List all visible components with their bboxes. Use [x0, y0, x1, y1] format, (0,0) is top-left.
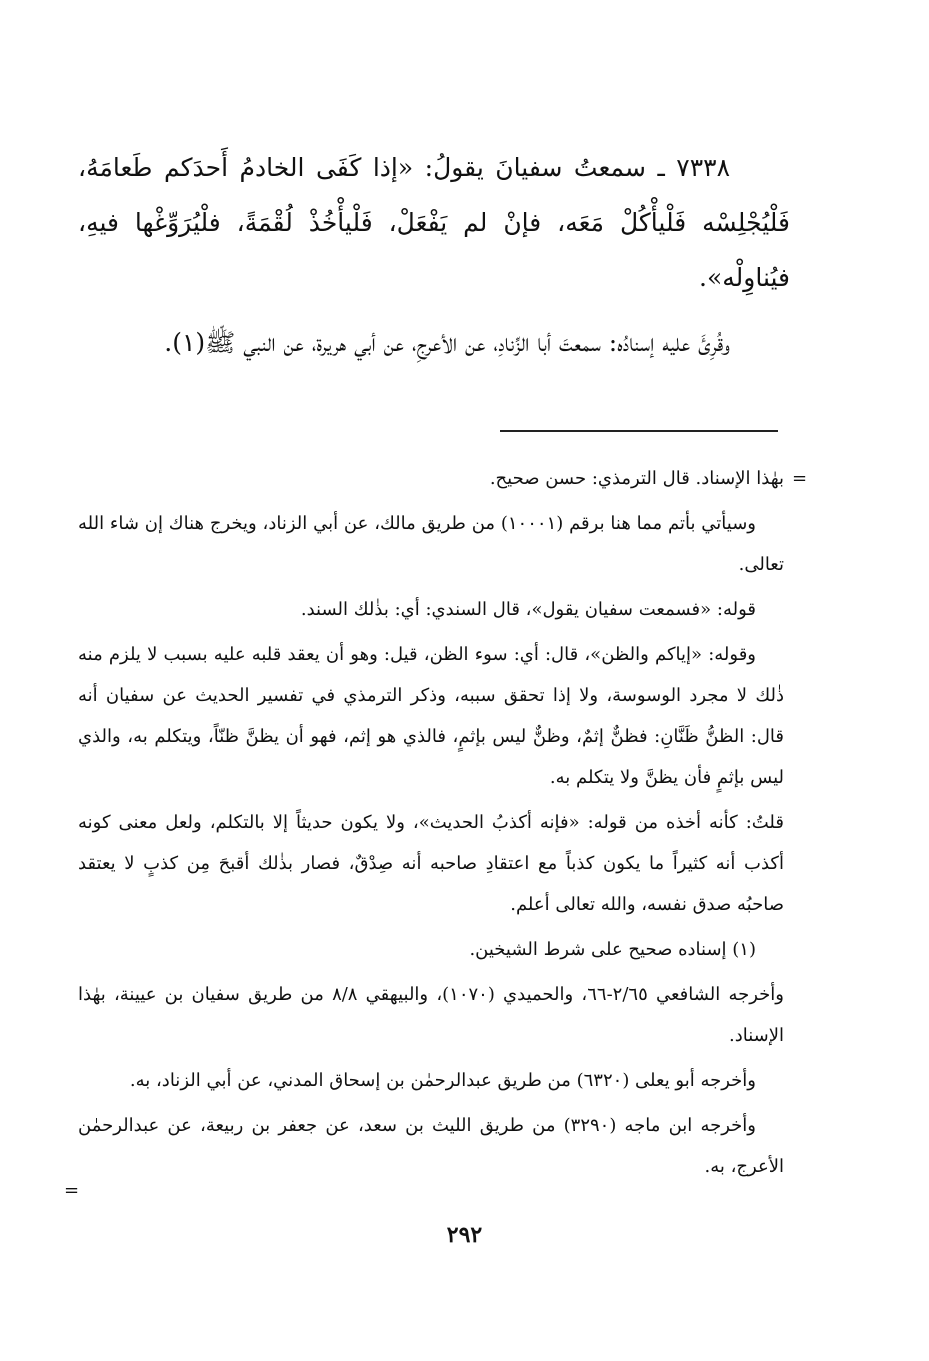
- footnote-paragraph: قوله: «فسمعت سفيان يقول»، قال السندي: أي: بذٰلك السند.: [300, 599, 756, 620]
- hadith-paragraph: ٧٣٣٨ ـ سمعتُ سفيانَ يقولُ: «إذا كَفَى الخادمُ أَحدَكم طَعامَهُ، فَلْيُجْلِسْه فَلْيأْكُلْ مَعَه، فإنْ لم يَفْعَلْ، فَلْيأْخُذْ لُقْمَةً، فلْيُرَوِّغْها فيهِ، فيُناوِلْه».: [78, 153, 790, 292]
- main-text: [78, 140, 790, 370]
- footnote-paragraph: وقوله: «إياكم والظن»، قال: أي: سوء الظن، قيل: وهو أن يعقد قلبه عليه بسبب لا يلزم منه ذٰلك لا مجرد الوسوسة، ولا إذا تحقق سببه، وذكر الترمذي في تفسير الحديث عن سفيان أنه قال: الظنُّ ظَنَّانِ: فظنٌّ إثمٌ، وظنٌّ ليس بإثمٍ، فالذي هو إثم، فهو أن يظنَّ ظنّاً، ويتكلم به، والذي ليس بإثمٍ فأن يظنَّ ولا يتكلم به.: [78, 644, 784, 788]
- footnote-paragraph: قلتُ: كأنه أخذه من قوله: «فإنه أكذبُ الحديث»، ولا يكون حديثاً إلا بالتكلم، ولعل معنى كونه أكذب أنه كثيراً ما يكون كذباً مع اعتقادِ صاحبه أنه صِدْقٌ، فصار بذٰلك أقبحَ مِن كذبٍ لا يعتقد صاحبُه صدق نفسه، والله تعالى أعلم.: [78, 812, 784, 915]
- footnote-paragraph: (١) إسناده صحيح على شرط الشيخين.: [469, 939, 756, 960]
- footnote-paragraph: وأخرجه أبو يعلى (٦٣٢٠) من طريق عبدالرحمٰن بن إسحاق المدني، عن أبي الزناد، به.: [129, 1070, 756, 1091]
- footnote-paragraph: وأخرجه الشافعي ٢/٦٥-٦٦، والحميدي (١٠٧٠)، والبيهقي ٨/٨ من طريق سفيان بن عيينة، بهٰذا الإسناد.: [78, 984, 784, 1046]
- footnote-paragraph: بهٰذا الإسناد. قال الترمذي: حسن صحيح.: [489, 468, 784, 489]
- footnote-divider: [500, 430, 778, 432]
- continuation-marker-top: =: [792, 468, 808, 489]
- footnote-paragraph: وأخرجه ابن ماجه (٣٢٩٠) من طريق الليث بن سعد، عن جعفر بن ربيعة، عن عبدالرحمٰن الأعرج، به.: [78, 1115, 784, 1177]
- continuation-marker-bottom: =: [64, 1180, 80, 1201]
- footnotes: [78, 458, 784, 1187]
- chain-paragraph: وقُرِئَ عليه إسنادُه: سمعتَ أبا الزِّنادِ، عن الأعرجِ، عن أبي هريرة، عن النبي ﷺ(١).: [164, 328, 730, 357]
- page-number: ٢٩٢: [446, 1222, 483, 1248]
- footnote-paragraph: وسيأتي بأتم مما هنا برقم (١٠٠٠١) من طريق مالك، عن أبي الزناد، ويخرج هناك إن شاء الله تعالى.: [78, 513, 784, 575]
